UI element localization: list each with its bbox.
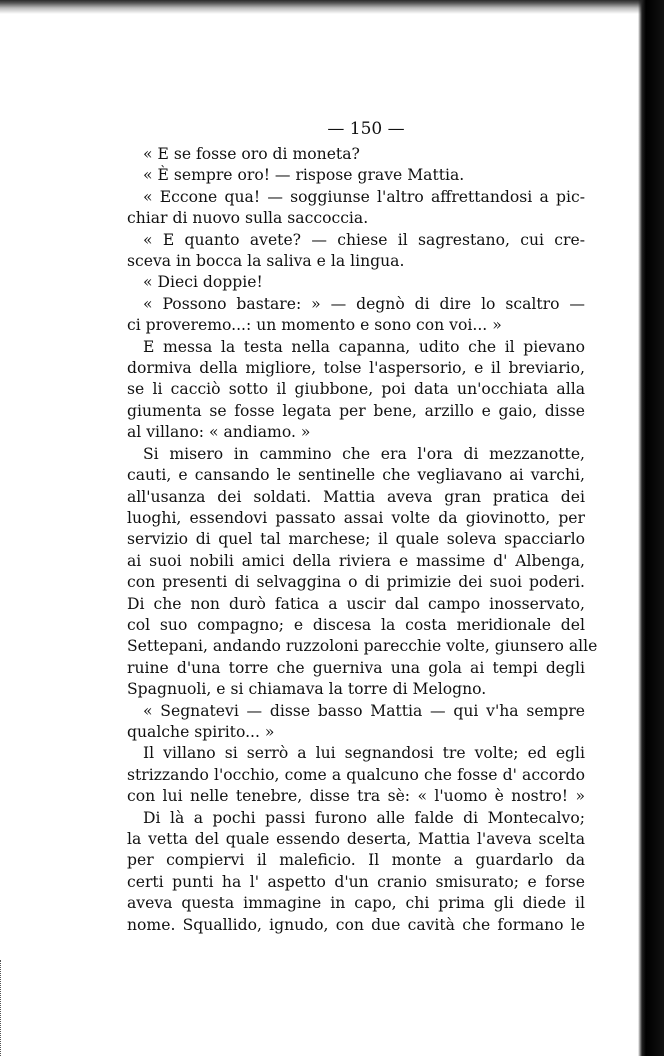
text-line: giumenta se fosse legata per bene, arzillo e gaio, disse [127, 401, 585, 420]
text-line: con presenti di selvaggina o di primizie dei suoi poderi. [127, 573, 585, 592]
text-line: sceva in bocca la saliva e la lingua. [127, 252, 405, 271]
text-line: « E quanto avete? — chiese il sagrestano, cui cre- [143, 230, 585, 249]
text-line: cauti, e cansando le sentinelle che vegliavano ai varchi, [127, 466, 585, 485]
text-line: « Eccone qua! — soggiunse l'altro affrettandosi a pic- [143, 187, 585, 206]
text-line: all'usanza dei soldati. Mattia aveva gran pratica dei [127, 487, 585, 506]
text-line: E messa la testa nella capanna, udito che il pievano [143, 337, 585, 356]
text-line: Settepani, andando ruzzoloni parecchie volte, giunsero alle [127, 637, 598, 656]
book-page [127, 116, 598, 936]
text-line: luoghi, essendovi passato assai volte da giovinotto, per [127, 508, 585, 527]
text-line: Di che non durò fatica a uscir dal campo inosservato, [127, 594, 585, 613]
scan-edge-left [0, 960, 5, 1056]
text-line: nome. Squallido, ignudo, con due cavità che formano le [127, 915, 585, 934]
text-line: con lui nelle tenebre, disse tra sè: « l'uomo è nostro! » [127, 787, 585, 806]
text-line: servizio di quel tal marchese; il quale soleva spacciarlo [127, 530, 585, 549]
text-line: « Dieci doppie! [143, 273, 263, 292]
text-line: la vetta del quale essendo deserta, Mattia l'aveva scelta [127, 830, 585, 848]
text-line: ci proveremo...: un momento e sono con voi... » [127, 316, 502, 335]
text-line: « E se fosse oro di moneta? [143, 145, 360, 163]
text-line: Spagnuoli, e si chiamava la torre di Melogno. [127, 680, 487, 699]
text-line: ruine d'una torre che guerniva una gola ai tempi degli [127, 658, 585, 677]
text-line: Di là a pochi passi furono alle falde di Montecalvo; [143, 808, 585, 827]
text-line: qualche spirito... » [127, 722, 275, 741]
text-line: col suo compagno; e discesa la costa meridionale del [127, 615, 585, 634]
text-line: chiar di nuovo sulla saccoccia. [127, 209, 369, 228]
scan-edge-right [638, 0, 664, 1056]
text-line: certi punti ha l' aspetto d'un cranio smisurato; e forse [127, 872, 585, 891]
text-line: strizzando l'occhio, come a qualcuno che fosse d' accordo [127, 765, 585, 784]
text-line: « Possono bastare: » — degnò di dire lo scaltro — [143, 294, 585, 313]
page-text [127, 144, 598, 936]
text-line: per compiervi il maleficio. Il monte a guardarlo da [127, 851, 585, 870]
text-line: dormiva della migliore, tolse l'aspersorio, e il breviario, [127, 359, 585, 378]
text-line: aveva questa immagine in capo, chi prima gli diede il [127, 894, 585, 913]
page-number: — 150 — [327, 119, 405, 139]
text-line: « Segnatevi — disse basso Mattia — qui v'ha sempre [143, 701, 585, 720]
text-line: Si misero in cammino che era l'ora di mezzanotte, [143, 444, 585, 463]
text-line: Il villano si serrò a lui segnandosi tre volte; ed egli [143, 744, 585, 763]
text-line: se li cacciò sotto il giubbone, poi data un'occhiata alla [127, 380, 585, 399]
text-line: ai suoi nobili amici della riviera e massime d' Albenga, [127, 551, 585, 570]
text-line: al villano: « andiamo. » [127, 423, 311, 442]
scan-edge-top [0, 0, 664, 14]
text-line: « È sempre oro! — rispose grave Mattia. [143, 166, 465, 185]
